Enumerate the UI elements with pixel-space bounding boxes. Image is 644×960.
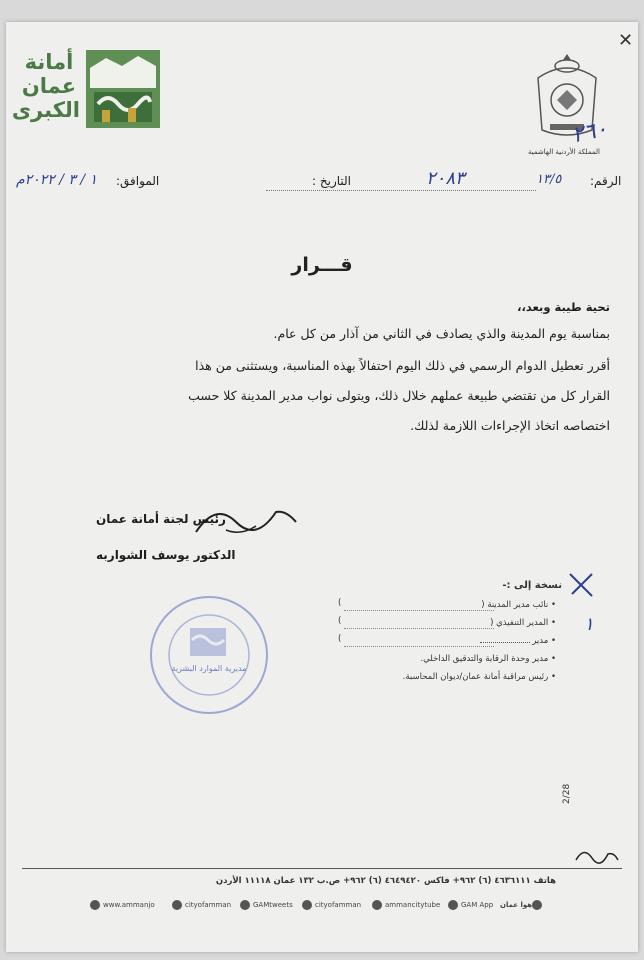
corner-symbol: ✕	[618, 30, 634, 51]
body-line-1: بمناسبة يوم المدينة والذي يصادف في الثاني من آذار من كل عام.	[273, 326, 610, 341]
date-dotted-line	[266, 190, 536, 191]
body-line-3: القرار كل من تقتضي طبيعة عملهم خلال ذلك، ويتولى نواب مدير المدينة كلا حسب	[188, 388, 610, 403]
radio-icon	[532, 900, 542, 910]
handwritten-tick: ١	[584, 614, 594, 635]
hijri-value: ١ / ٣ / ٢٠٢٢م	[16, 172, 98, 188]
number-value: ١٣/٥	[536, 172, 562, 187]
margin-note: 2/28	[562, 783, 572, 804]
social-facebook[interactable]: cityofamman	[172, 900, 231, 910]
copies-dotted-1	[344, 610, 494, 611]
decision-title: قـــرار	[291, 254, 353, 276]
copies-item-1: • نائب مدير المدينة (	[481, 600, 556, 610]
body-line-2: أقرر تعطيل الدوام الرسمي في ذلك اليوم احتفالاً بهذه المناسبة، ويستثنى من هذا	[195, 358, 610, 373]
footer-divider	[22, 868, 622, 869]
social-radio[interactable]: هوا عمان	[500, 900, 545, 910]
copies-item-3: • مدير	[480, 636, 557, 646]
copies-bracket-3: )	[338, 634, 342, 644]
footer-address: هاتف ٤٦٣٦١١١ (٦) ٩٦٢+ فاكس ٤٦٤٩٤٢٠ (٦) ٩٦٢+ ص.ب ١٣٢ عمان ١١١١٨ الأردن	[215, 876, 556, 886]
date-label: التاريخ :	[312, 174, 352, 188]
logo-line-3: الكبرى	[11, 98, 80, 122]
facebook-icon	[172, 900, 182, 910]
copies-heading: نسخة إلى :-	[502, 580, 562, 591]
globe-icon	[90, 900, 100, 910]
crest-caption: المملكة الأردنية الهاشمية	[527, 148, 601, 156]
stamp-text: مديرية الموارد البشرية	[171, 664, 247, 673]
initials-scribble-icon	[572, 844, 622, 866]
signatory-name: الدكتور يوسف الشواربه	[96, 548, 236, 562]
footer-social-bar	[6, 900, 638, 918]
copies-item-5: • رئيس مراقبة أمانة عمان/ديوان المحاسبة.	[402, 672, 556, 682]
social-instagram[interactable]: cityofamman	[302, 900, 361, 910]
official-stamp	[150, 596, 268, 714]
logo-line-2: عمان	[21, 74, 77, 98]
twitter-icon	[240, 900, 250, 910]
corner-handwritten-mark: ٢٦٠	[569, 116, 610, 149]
hijri-label: الموافق:	[116, 174, 160, 188]
copies-item-4: • مدير وحدة الرقابة والتدقيق الداخلي.	[420, 654, 556, 664]
stamp-seal-icon	[152, 598, 266, 712]
signature-scribble-icon	[186, 492, 306, 542]
youtube-icon	[372, 900, 382, 910]
copies-bracket-2: )	[338, 616, 342, 626]
social-twitter[interactable]: GAMtweets	[240, 900, 293, 910]
amman-logo-text	[11, 50, 80, 122]
document-page	[6, 22, 638, 952]
instagram-icon	[302, 900, 312, 910]
greeting: تحية طيبة وبعد،،	[517, 300, 610, 314]
logo-line-1: أمانة	[24, 50, 74, 74]
social-website[interactable]: www.ammanjo	[90, 900, 155, 910]
date-value: ٢٠٨٣	[426, 168, 465, 189]
signature-title: رئيس لجنة أمانة عمان	[96, 512, 226, 526]
copies-bracket-1: )	[338, 598, 342, 608]
number-label: الرقم:	[590, 174, 622, 188]
copies-dotted-3	[344, 646, 494, 647]
body-line-4: اختصاصه اتخاذ الإجراءات اللازمة لذلك.	[410, 418, 610, 433]
app-icon	[448, 900, 458, 910]
social-youtube[interactable]: ammancitytube	[372, 900, 440, 910]
amman-logo-icon	[84, 48, 164, 134]
handwritten-x-icon	[566, 570, 596, 600]
copies-dotted-2	[344, 628, 494, 629]
copies-item-2: • المدير التنفيذي (	[490, 618, 556, 628]
social-app[interactable]: GAM App	[448, 900, 493, 910]
